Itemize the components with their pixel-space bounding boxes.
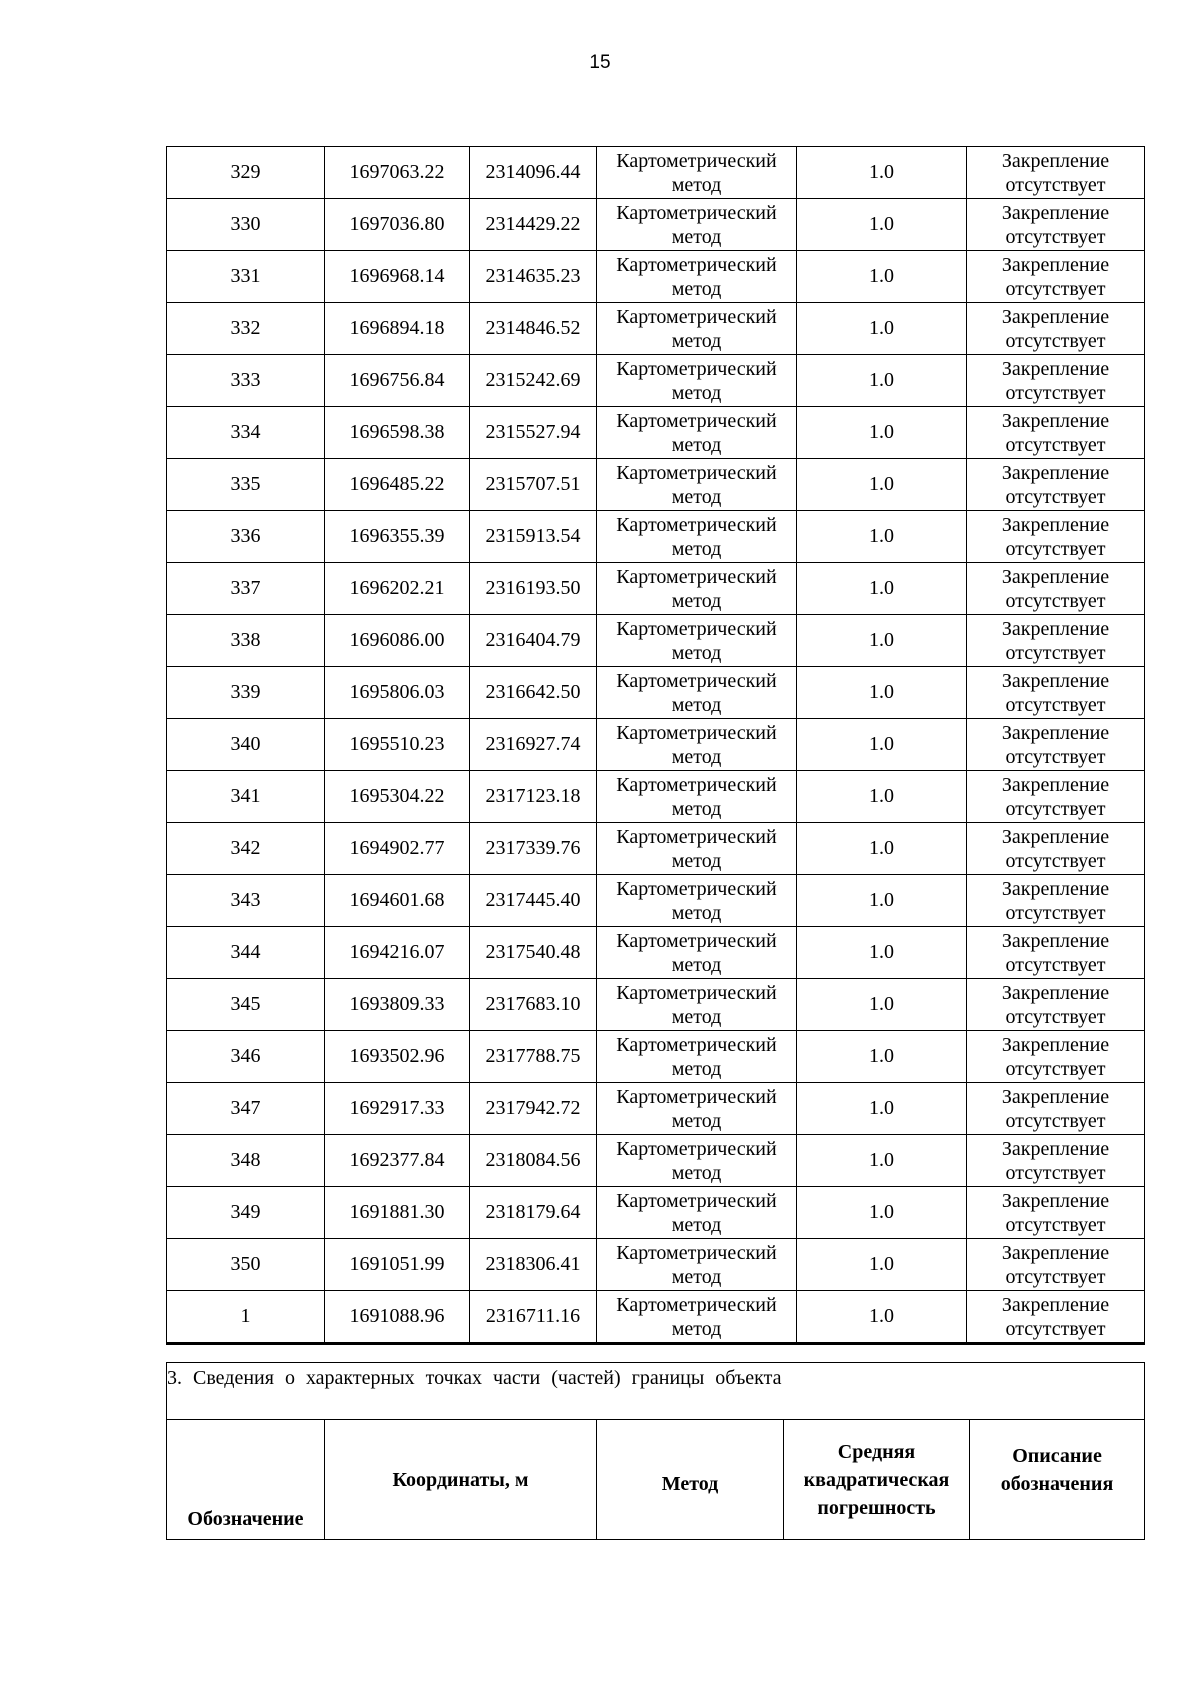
coord-x: 1697063.22	[325, 147, 470, 199]
point-number: 343	[167, 875, 325, 927]
coord-y: 2315527.94	[470, 407, 597, 459]
method-line: метод	[671, 641, 722, 664]
header-error-line: квадратическая	[803, 1468, 950, 1491]
coord-x: 1696202.21	[325, 563, 470, 615]
method-line: метод	[671, 537, 722, 560]
coord-y: 2317123.18	[470, 771, 597, 823]
method-line: метод	[671, 1005, 722, 1028]
description-line: отсутствует	[1005, 901, 1106, 924]
description-line: отсутствует	[1005, 1265, 1106, 1288]
method-line: метод	[671, 901, 722, 924]
method-line: Картометрический	[616, 1137, 777, 1160]
coord-y: 2314096.44	[470, 147, 597, 199]
method-line: Картометрический	[616, 929, 777, 952]
description-line: Закрепление	[1001, 929, 1110, 952]
method-line: метод	[671, 381, 722, 404]
description-line: Закрепление	[1001, 253, 1110, 276]
error-value: 1.0	[797, 251, 967, 303]
method-line: Картометрический	[616, 461, 777, 484]
description-line: отсутствует	[1005, 1005, 1106, 1028]
coord-x: 1692917.33	[325, 1083, 470, 1135]
method-line: метод	[671, 433, 722, 456]
description-line: Закрепление	[1001, 1241, 1110, 1264]
header-description	[970, 1420, 1145, 1540]
coord-y: 2314429.22	[470, 199, 597, 251]
description	[967, 1083, 1145, 1135]
description	[967, 719, 1145, 771]
table-row	[167, 1031, 1145, 1083]
description	[967, 1031, 1145, 1083]
method	[597, 407, 797, 459]
point-number: 338	[167, 615, 325, 667]
table-row	[167, 1135, 1145, 1187]
table-row	[167, 823, 1145, 875]
coord-y: 2316711.16	[470, 1291, 597, 1344]
table-row	[167, 147, 1145, 199]
description	[967, 875, 1145, 927]
method	[597, 615, 797, 667]
point-number: 339	[167, 667, 325, 719]
coord-y: 2315913.54	[470, 511, 597, 563]
method-line: Картометрический	[616, 773, 777, 796]
description-line: отсутствует	[1005, 1213, 1106, 1236]
coord-y: 2318084.56	[470, 1135, 597, 1187]
method-line: метод	[671, 329, 722, 352]
point-number: 1	[167, 1291, 325, 1344]
method	[597, 771, 797, 823]
method-line: метод	[671, 589, 722, 612]
error-value: 1.0	[797, 979, 967, 1031]
description-line: Закрепление	[1001, 617, 1110, 640]
method-line: Картометрический	[616, 981, 777, 1004]
error-value: 1.0	[797, 719, 967, 771]
method	[597, 147, 797, 199]
point-number: 345	[167, 979, 325, 1031]
error-value: 1.0	[797, 823, 967, 875]
method-line: метод	[671, 485, 722, 508]
error-value: 1.0	[797, 511, 967, 563]
coord-x: 1695806.03	[325, 667, 470, 719]
header-designation: Обозначение	[167, 1420, 325, 1540]
coord-y: 2318179.64	[470, 1187, 597, 1239]
description	[967, 823, 1145, 875]
description	[967, 979, 1145, 1031]
coord-y: 2316193.50	[470, 563, 597, 615]
method	[597, 1031, 797, 1083]
point-number: 331	[167, 251, 325, 303]
description-line: Закрепление	[1001, 409, 1110, 432]
table-row	[167, 1083, 1145, 1135]
point-number: 335	[167, 459, 325, 511]
description	[967, 511, 1145, 563]
point-number: 330	[167, 199, 325, 251]
coord-x: 1697036.80	[325, 199, 470, 251]
coord-x: 1696485.22	[325, 459, 470, 511]
coord-y: 2316642.50	[470, 667, 597, 719]
header-description-line: Описание	[1012, 1444, 1102, 1467]
coord-y: 2317683.10	[470, 979, 597, 1031]
description-line: Закрепление	[1001, 201, 1110, 224]
error-value: 1.0	[797, 1187, 967, 1239]
coord-y: 2316927.74	[470, 719, 597, 771]
table-row	[167, 667, 1145, 719]
description	[967, 1135, 1145, 1187]
method-line: метод	[671, 1213, 722, 1236]
table-row	[167, 1187, 1145, 1239]
method-line: Картометрический	[616, 1033, 777, 1056]
coord-y: 2314846.52	[470, 303, 597, 355]
error-value: 1.0	[797, 615, 967, 667]
method	[597, 667, 797, 719]
error-value: 1.0	[797, 667, 967, 719]
coord-y: 2315707.51	[470, 459, 597, 511]
method-line: Картометрический	[616, 1293, 777, 1316]
table-row	[167, 979, 1145, 1031]
description-line: отсутствует	[1005, 381, 1106, 404]
error-value: 1.0	[797, 1083, 967, 1135]
point-number: 349	[167, 1187, 325, 1239]
method	[597, 719, 797, 771]
description	[967, 251, 1145, 303]
coord-x: 1693809.33	[325, 979, 470, 1031]
error-value: 1.0	[797, 771, 967, 823]
method-line: Картометрический	[616, 253, 777, 276]
description-line: отсутствует	[1005, 953, 1106, 976]
description-line: отсутствует	[1005, 589, 1106, 612]
coord-x: 1694902.77	[325, 823, 470, 875]
description	[967, 147, 1145, 199]
table-row	[167, 927, 1145, 979]
point-number: 346	[167, 1031, 325, 1083]
method-line: метод	[671, 1317, 722, 1340]
description-line: Закрепление	[1001, 981, 1110, 1004]
method-line: Картометрический	[616, 721, 777, 744]
error-value: 1.0	[797, 407, 967, 459]
error-value: 1.0	[797, 927, 967, 979]
coord-x: 1693502.96	[325, 1031, 470, 1083]
description-line: Закрепление	[1001, 1189, 1110, 1212]
description	[967, 459, 1145, 511]
coord-y: 2317445.40	[470, 875, 597, 927]
error-value: 1.0	[797, 875, 967, 927]
method-line: Картометрический	[616, 1085, 777, 1108]
table-row	[167, 459, 1145, 511]
point-number: 329	[167, 147, 325, 199]
header-error-line: погрешность	[817, 1496, 936, 1519]
coord-x: 1696968.14	[325, 251, 470, 303]
header-error-line: Средняя	[837, 1440, 916, 1463]
description-line: Закрепление	[1001, 773, 1110, 796]
method-line: Картометрический	[616, 201, 777, 224]
coord-x: 1696598.38	[325, 407, 470, 459]
table-row	[167, 1239, 1145, 1291]
method	[597, 1083, 797, 1135]
coord-x: 1691051.99	[325, 1239, 470, 1291]
point-number: 334	[167, 407, 325, 459]
coord-y: 2318306.41	[470, 1239, 597, 1291]
method-line: Картометрический	[616, 825, 777, 848]
method-line: Картометрический	[616, 565, 777, 588]
point-number: 350	[167, 1239, 325, 1291]
description-line: Закрепление	[1001, 1137, 1110, 1160]
table-row	[167, 719, 1145, 771]
description-line: Закрепление	[1001, 305, 1110, 328]
method	[597, 511, 797, 563]
description-line: отсутствует	[1005, 1161, 1106, 1184]
error-value: 1.0	[797, 1239, 967, 1291]
method-line: метод	[671, 693, 722, 716]
coord-x: 1694601.68	[325, 875, 470, 927]
table-row	[167, 407, 1145, 459]
coordinates-table	[166, 146, 1145, 1345]
coord-x: 1692377.84	[325, 1135, 470, 1187]
description-line: Закрепление	[1001, 1085, 1110, 1108]
description-line: Закрепление	[1001, 1033, 1110, 1056]
coord-y: 2314635.23	[470, 251, 597, 303]
description-line: отсутствует	[1005, 693, 1106, 716]
method	[597, 355, 797, 407]
coord-x: 1695304.22	[325, 771, 470, 823]
method	[597, 1239, 797, 1291]
description-line: Закрепление	[1001, 669, 1110, 692]
description	[967, 563, 1145, 615]
method-line: Картометрический	[616, 513, 777, 536]
method-line: метод	[671, 173, 722, 196]
error-value: 1.0	[797, 459, 967, 511]
method-line: метод	[671, 1161, 722, 1184]
coord-x: 1691088.96	[325, 1291, 470, 1344]
method-line: Картометрический	[616, 149, 777, 172]
error-value: 1.0	[797, 355, 967, 407]
header-error	[784, 1420, 970, 1540]
description-line: отсутствует	[1005, 537, 1106, 560]
method-line: метод	[671, 277, 722, 300]
description-line: отсутствует	[1005, 1317, 1106, 1340]
method	[597, 1135, 797, 1187]
method	[597, 875, 797, 927]
point-number: 337	[167, 563, 325, 615]
description	[967, 1239, 1145, 1291]
table-row	[167, 563, 1145, 615]
error-value: 1.0	[797, 1135, 967, 1187]
method-line: Картометрический	[616, 409, 777, 432]
error-value: 1.0	[797, 1291, 967, 1344]
method-line: метод	[671, 1265, 722, 1288]
description	[967, 303, 1145, 355]
method	[597, 1187, 797, 1239]
description-line: отсутствует	[1005, 329, 1106, 352]
method-line: метод	[671, 953, 722, 976]
page-number: 15	[589, 52, 611, 73]
error-value: 1.0	[797, 303, 967, 355]
method	[597, 199, 797, 251]
description	[967, 667, 1145, 719]
coord-x: 1696355.39	[325, 511, 470, 563]
description-line: отсутствует	[1005, 641, 1106, 664]
coord-x: 1695510.23	[325, 719, 470, 771]
table-row	[167, 615, 1145, 667]
table-row	[167, 1291, 1145, 1344]
method-line: метод	[671, 1109, 722, 1132]
section3-table	[166, 1362, 1145, 1540]
coord-y: 2316404.79	[470, 615, 597, 667]
coord-y: 2317788.75	[470, 1031, 597, 1083]
description	[967, 199, 1145, 251]
description-line: Закрепление	[1001, 357, 1110, 380]
description-line: отсутствует	[1005, 1057, 1106, 1080]
method-line: Картометрический	[616, 669, 777, 692]
method-line: Картометрический	[616, 877, 777, 900]
method-line: метод	[671, 225, 722, 248]
point-number: 342	[167, 823, 325, 875]
description-line: Закрепление	[1001, 721, 1110, 744]
method-line: метод	[671, 1057, 722, 1080]
method-line: Картометрический	[616, 1189, 777, 1212]
description	[967, 771, 1145, 823]
coord-y: 2317339.76	[470, 823, 597, 875]
description-line: Закрепление	[1001, 877, 1110, 900]
coord-x: 1691881.30	[325, 1187, 470, 1239]
description-line: отсутствует	[1005, 797, 1106, 820]
method-line: Картометрический	[616, 1241, 777, 1264]
header-description-line: обозначения	[1000, 1472, 1114, 1495]
description	[967, 407, 1145, 459]
header-coordinates: Координаты, м	[325, 1420, 597, 1540]
coord-x: 1694216.07	[325, 927, 470, 979]
method	[597, 1291, 797, 1344]
description-line: отсутствует	[1005, 173, 1106, 196]
description-line: отсутствует	[1005, 225, 1106, 248]
table-row	[167, 771, 1145, 823]
method	[597, 459, 797, 511]
section3-title: 3. Сведения о характерных точках части (частей) границы объекта	[167, 1363, 1145, 1420]
table-row	[167, 199, 1145, 251]
description	[967, 615, 1145, 667]
description-line: отсутствует	[1005, 485, 1106, 508]
description-line: Закрепление	[1001, 825, 1110, 848]
coordinates-table-body	[167, 147, 1145, 1344]
error-value: 1.0	[797, 147, 967, 199]
error-value: 1.0	[797, 199, 967, 251]
table-row	[167, 511, 1145, 563]
description-line: Закрепление	[1001, 565, 1110, 588]
point-number: 333	[167, 355, 325, 407]
point-number: 340	[167, 719, 325, 771]
table-row	[167, 875, 1145, 927]
header-method: Метод	[597, 1420, 784, 1540]
coord-y: 2317942.72	[470, 1083, 597, 1135]
description-line: отсутствует	[1005, 745, 1106, 768]
description-line: отсутствует	[1005, 433, 1106, 456]
method-line: метод	[671, 849, 722, 872]
description-line: отсутствует	[1005, 277, 1106, 300]
table-row	[167, 251, 1145, 303]
description-line: Закрепление	[1001, 149, 1110, 172]
method	[597, 563, 797, 615]
description-line: Закрепление	[1001, 1293, 1110, 1316]
point-number: 332	[167, 303, 325, 355]
description-line: Закрепление	[1001, 513, 1110, 536]
method	[597, 927, 797, 979]
coord-x: 1696086.00	[325, 615, 470, 667]
coord-y: 2315242.69	[470, 355, 597, 407]
method-line: Картометрический	[616, 305, 777, 328]
description	[967, 355, 1145, 407]
point-number: 336	[167, 511, 325, 563]
description-line: Закрепление	[1001, 461, 1110, 484]
description-line: отсутствует	[1005, 1109, 1106, 1132]
description	[967, 927, 1145, 979]
description	[967, 1187, 1145, 1239]
method	[597, 303, 797, 355]
method	[597, 823, 797, 875]
point-number: 347	[167, 1083, 325, 1135]
method-line: метод	[671, 745, 722, 768]
method-line: метод	[671, 797, 722, 820]
table-row	[167, 303, 1145, 355]
point-number: 341	[167, 771, 325, 823]
method-line: Картометрический	[616, 357, 777, 380]
method	[597, 251, 797, 303]
error-value: 1.0	[797, 1031, 967, 1083]
point-number: 348	[167, 1135, 325, 1187]
method-line: Картометрический	[616, 617, 777, 640]
error-value: 1.0	[797, 563, 967, 615]
description	[967, 1291, 1145, 1344]
description-line: отсутствует	[1005, 849, 1106, 872]
point-number: 344	[167, 927, 325, 979]
coord-x: 1696894.18	[325, 303, 470, 355]
method	[597, 979, 797, 1031]
coord-x: 1696756.84	[325, 355, 470, 407]
table-row	[167, 355, 1145, 407]
coord-y: 2317540.48	[470, 927, 597, 979]
